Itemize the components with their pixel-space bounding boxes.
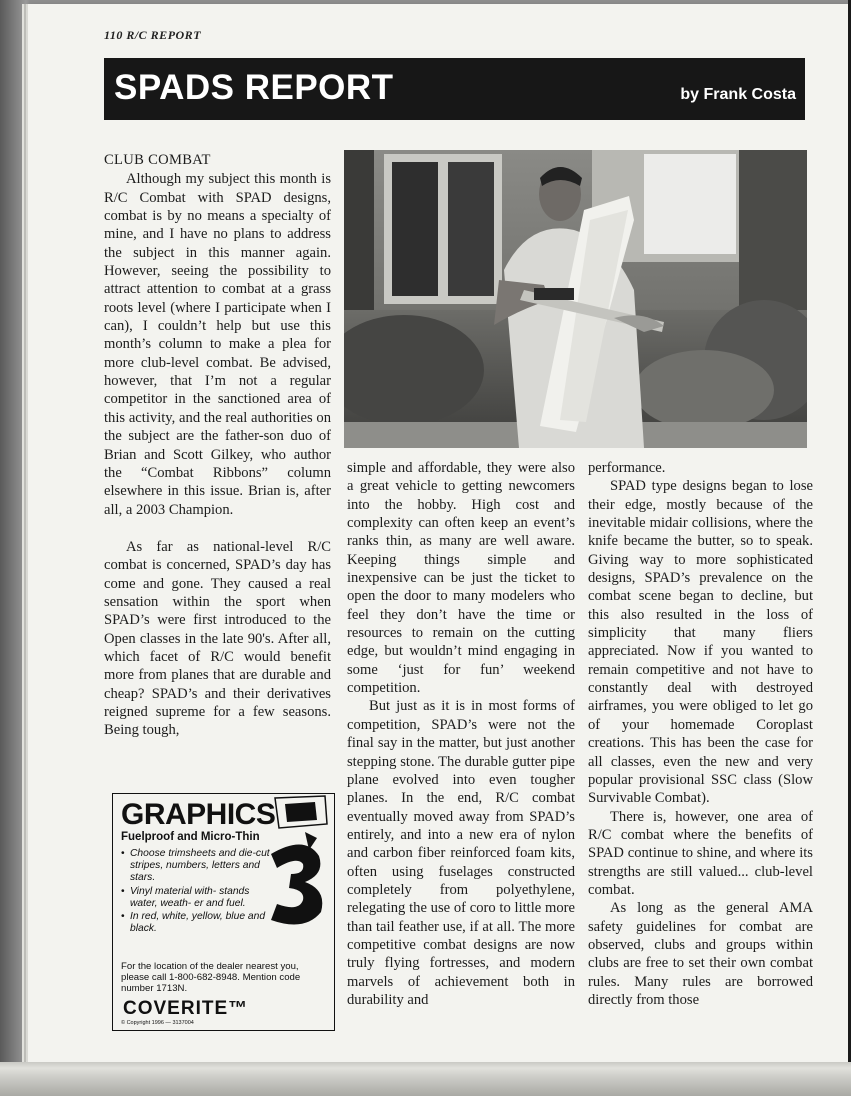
banner-title: SPADS REPORT (114, 68, 394, 107)
paragraph: SPAD type designs began to lose their edge, mostly because of the inevitable midair collisions, where the knife became the butter, so to speak. Giving way to more sophisticated designs, SPAD’s prevalence on the combat scene began to decline, but this also resulted in the loss of simplicity that many fliers appreciated. Now if you wanted to remain competitive and not have to constantly deal with destroyed airframes, you were obliged to let go of your homemade Coroplast creations. This has been the case for all classes, even the new and very popular provisional SSC class (Slow Survivable Combat). (588, 478, 813, 807)
ad-contact-text: For the location of the dealer nearest you, please call 1-800-682-8948. Mention code number 1713N. (121, 961, 301, 994)
list-item: • Vinyl material with- stands water, weath- er and fuel. (121, 886, 271, 910)
paragraph: But just as it is in most forms of competition, SPAD’s were not the final say in the matter, but just another stepping stone. The durable gutter pipe plane evolved into even tougher planes. In the end, R/C combat eventually moved away from SPAD’s entirely, and into a new era of nylon and carbon fiber reinforced foam kits, often using fuselages constructed completely from polyethylene, relegating the use of coro to little more than tail feather use, if at all. The more competitive combat designs are now truly flying fortresses, and modern marvels of achievement both in durability and (347, 698, 575, 1008)
column-banner (104, 58, 805, 120)
byline: by Frank Costa (680, 86, 796, 103)
ad-copyright: © Copyright 1996 — 3137004 (121, 1020, 194, 1026)
ad-feature-list (121, 848, 271, 936)
ad-subtitle: Fuelproof and Micro-Thin (121, 831, 260, 843)
paragraph: performance. (588, 460, 666, 476)
coverite-advertisement (112, 793, 335, 1031)
paragraph: There is, however, one area of R/C combat where the benefits of SPAD continue to shine, and where its strengths are still valued... club-level combat. (588, 808, 813, 898)
list-item: • Choose trimsheets and die-cut stripes, numbers, letters and stars. (121, 848, 271, 885)
article-column-3 (588, 459, 813, 1009)
article-column-1 (104, 151, 331, 740)
section-heading: CLUB COMBAT (104, 152, 211, 168)
paragraph: Although my subject this month is R/C Combat with SPAD designs, combat is by no means a specialty of mine, and I have no plans to address the subject in this manner again. However, seeing the possibility to attract attention to combat at a grass roots level (where I participate when I can), I couldn’t help but use this month’s column to make a plea for more club-level combat. Be advised, however, that I’m not a regular competitor in the sanctioned area of this activity, and the real authorities on the subject are the father-son duo of Brian and Scott Gilkey, who author the “Combat Ribbons” column elsewhere in this issue. Brian is, after all, a 2003 Champion. (104, 171, 331, 518)
paragraph: simple and affordable, they were also a great vehicle to getting newcomers into the hobby. High cost and complexity can often keep an event’s ranks thin, as many are well aware. Keeping things simple and inexpensive can be just the ticket to open the door to many modelers who feel they don’t have the time or resources to remain on the cutting edge, but wouldn’t mind engaging in some ‘just for fun’ weekend competition. (347, 460, 575, 697)
scan-bottom-edge (0, 1062, 851, 1096)
ad-brand-logo: COVERITE™ (123, 998, 249, 1019)
decal-sheet-illustration (265, 794, 333, 939)
article-photo (344, 150, 807, 448)
photo-illustration (344, 150, 807, 448)
list-item: • In red, white, yellow, blue and black. (121, 911, 271, 935)
running-head: 110 R/C REPORT (104, 28, 202, 42)
paragraph: As far as national-level R/C combat is concerned, SPAD’s day has come and gone. They caused a real sensation within the sport when SPAD’s were first introduced to the Open classes in the late 90's. After all, which facet of R/C would benefit more from planes that are durable and cheap? SPAD’s and their derivatives reigned supreme for a few seasons. Being tough, (104, 538, 331, 739)
ad-title: GRAPHICS (121, 798, 276, 831)
paragraph: As long as the general AMA safety guidelines for combat are observed, clubs and groups within clubs are free to set their own combat rules. Many rules are borrowed directly from those (588, 900, 813, 1008)
article-column-2 (347, 459, 575, 1009)
